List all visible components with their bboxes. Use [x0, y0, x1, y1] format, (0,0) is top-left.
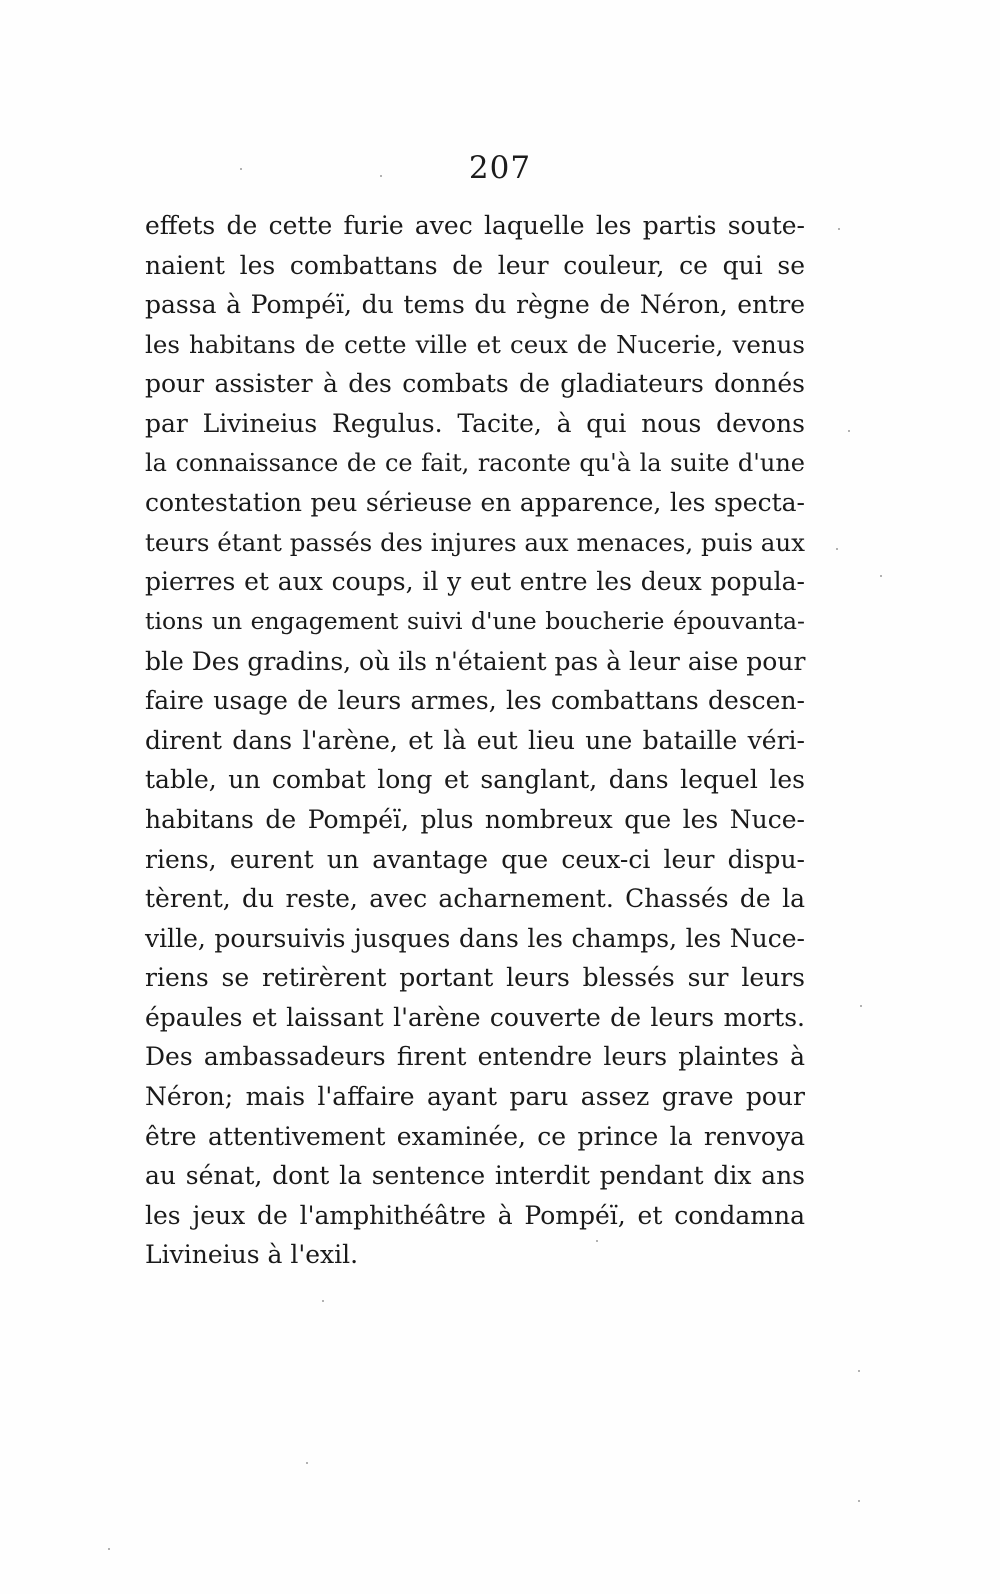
text-line: être attentivement examinée, ce prince la renvoya	[145, 1121, 805, 1151]
scan-speck	[322, 1300, 324, 1302]
text-line: les habitans de cette ville et ceux de Nucerie, venus	[145, 329, 805, 359]
text-line: riens se retirèrent portant leurs blessés sur leurs	[145, 963, 805, 993]
text-line: épaules et laissant l'arène couverte de leurs morts.	[145, 1002, 805, 1032]
page-number: 207	[468, 150, 532, 186]
text-line: Livineius à l'exil.	[145, 1240, 359, 1270]
text-line: tèrent, du reste, avec acharnement. Chassés de la	[145, 884, 805, 914]
text-line: contestation peu sérieuse en apparence, les specta-	[145, 488, 805, 518]
scan-speck	[380, 175, 382, 177]
text-line: pierres et aux coups, il y eut entre les deux popula-	[145, 567, 805, 597]
scan-speck	[108, 1548, 110, 1550]
text-line: la connaissance de ce fait, raconte qu'à la suite d'une	[145, 448, 805, 477]
scan-speck	[240, 168, 242, 170]
text-line: au sénat, dont la sentence interdit pendant dix ans	[145, 1161, 805, 1191]
scan-speck	[836, 548, 838, 550]
scan-speck	[860, 1005, 862, 1007]
scan-speck	[858, 1370, 860, 1372]
text-line: Néron; mais l'affaire ayant paru assez grave pour	[145, 1082, 805, 1112]
text-line: Des ambassadeurs firent entendre leurs plaintes à	[145, 1042, 805, 1072]
text-line: pour assister à des combats de gladiateurs donnés	[145, 369, 805, 399]
scan-speck	[880, 575, 882, 577]
text-line: teurs étant passés des injures aux menaces, puis aux	[145, 527, 805, 557]
scan-speck	[848, 430, 850, 432]
scan-speck	[838, 228, 840, 230]
text-line: naient les combattans de leur couleur, ce qui se	[145, 250, 805, 280]
text-line: table, un combat long et sanglant, dans lequel les	[145, 765, 805, 795]
scan-speck	[306, 1462, 308, 1464]
text-line: faire usage de leurs armes, les combattans descen-	[145, 686, 805, 716]
text-line: riens, eurent un avantage que ceux-ci leur dispu-	[145, 844, 805, 874]
text-line: habitans de Pompéï, plus nombreux que les Nuce-	[145, 804, 805, 834]
text-line: les jeux de l'amphithéâtre à Pompéï, et condamna	[145, 1200, 805, 1230]
text-line: ble Des gradins, où ils n'étaient pas à leur aise pour	[145, 646, 806, 676]
text-line: effets de cette furie avec laquelle les partis soute-	[145, 211, 805, 240]
text-line: ville, poursuivis jusques dans les champs, les Nuce-	[145, 923, 805, 953]
scan-speck	[858, 1500, 860, 1502]
text-line: passa à Pompéï, du tems du règne de Néron, entre	[145, 290, 805, 320]
text-line: tions un engagement suivi d'une boucherie épouvanta-	[145, 606, 805, 635]
body-text	[145, 206, 805, 1275]
text-line: dirent dans l'arène, et là eut lieu une bataille véri-	[145, 725, 805, 755]
scan-speck	[596, 1240, 598, 1242]
text-line: par Livineius Regulus. Tacite, à qui nous devons	[145, 408, 805, 438]
